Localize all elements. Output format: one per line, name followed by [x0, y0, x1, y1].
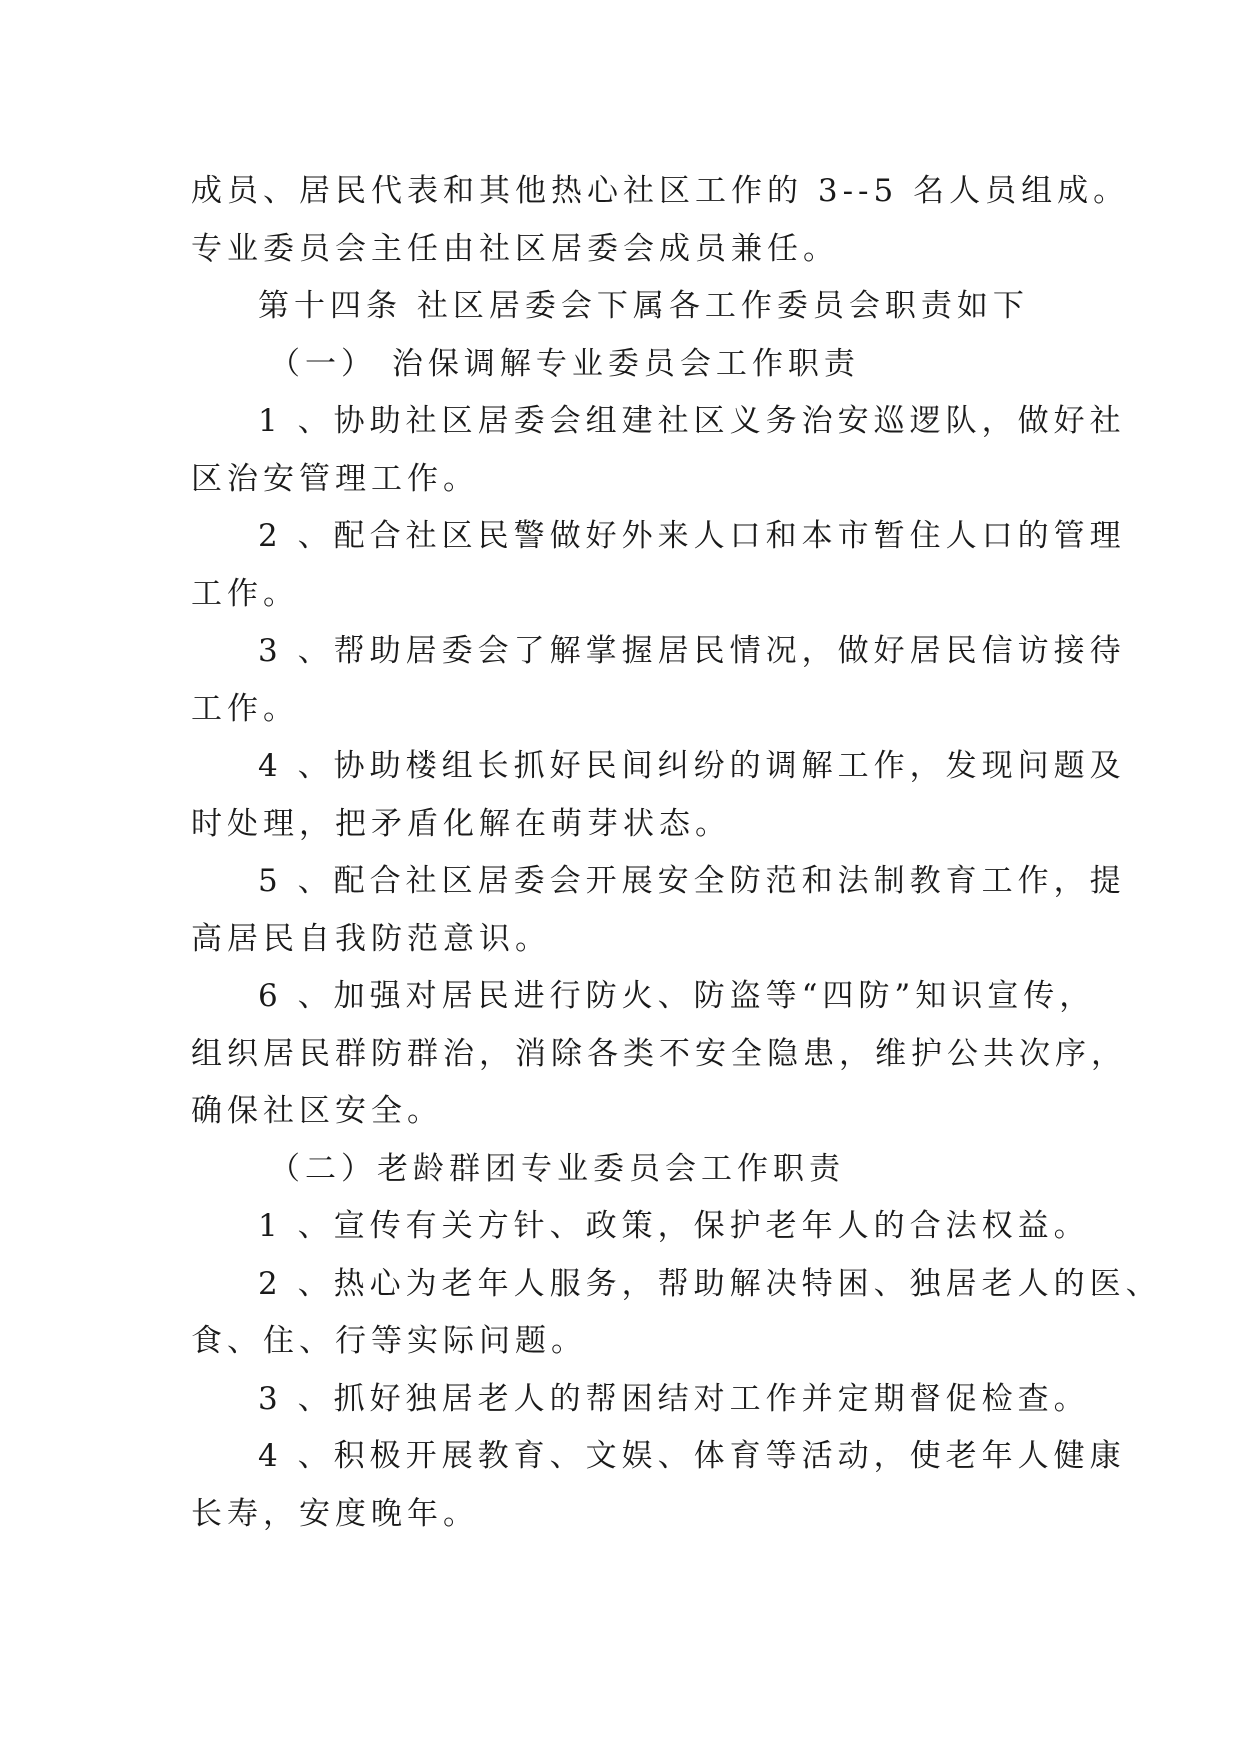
- article-heading: 第十四条 社区居委会下属各工作委员会职责如下: [258, 288, 1029, 324]
- text-line: 工作。: [191, 690, 299, 727]
- text-line: 高居民自我防范意识。: [191, 920, 551, 957]
- list-item: 3 、帮助居委会了解掌握居民情况，做好居民信访接待: [258, 633, 1126, 669]
- text-line: 成员、居民代表和其他热心社区工作的 3--5 名人员组成。: [191, 173, 1130, 209]
- list-item: 5 、配合社区居委会开展安全防范和法制教育工作，提: [258, 863, 1126, 899]
- text-line: 工作。: [191, 575, 299, 612]
- list-item: 2 、配合社区民警做好外来人口和本市暂住人口的管理: [258, 518, 1126, 554]
- list-item: 2 、热心为老年人服务，帮助解决特困、独居老人的医、: [258, 1265, 1162, 1302]
- text-line: 专业委员会主任由社区居委会成员兼任。: [191, 230, 839, 267]
- text-line: 长寿，安度晚年。: [191, 1495, 479, 1532]
- document-body: [191, 163, 1162, 1543]
- section-heading: （一） 治保调解专业委员会工作职责: [269, 345, 860, 382]
- list-item: 4 、协助楼组长抓好民间纠纷的调解工作，发现问题及: [258, 748, 1126, 784]
- text-line: 确保社区安全。: [191, 1093, 443, 1129]
- list-item: 1 、宣传有关方针、政策，保护老年人的合法权益。: [258, 1208, 1090, 1244]
- list-item: 4 、积极开展教育、文娱、体育等活动，使老年人健康: [258, 1438, 1126, 1474]
- list-item: 3 、抓好独居老人的帮困结对工作并定期督促检查。: [258, 1380, 1090, 1417]
- text-line: 组织居民群防群治，消除各类不安全隐患，维护公共次序，: [191, 1035, 1127, 1072]
- text-line: 时处理，把矛盾化解在萌芽状态。: [191, 805, 731, 842]
- text-line: 食、住、行等实际问题。: [191, 1323, 587, 1359]
- list-item: 1 、协助社区居委会组建社区义务治安巡逻队，做好社: [258, 403, 1126, 439]
- text-line: 区治安管理工作。: [191, 460, 479, 497]
- section-heading: （二）老龄群团专业委员会工作职责: [269, 1150, 845, 1187]
- list-item: 6 、加强对居民进行防火、防盗等“四防”知识宣传，: [258, 978, 1096, 1014]
